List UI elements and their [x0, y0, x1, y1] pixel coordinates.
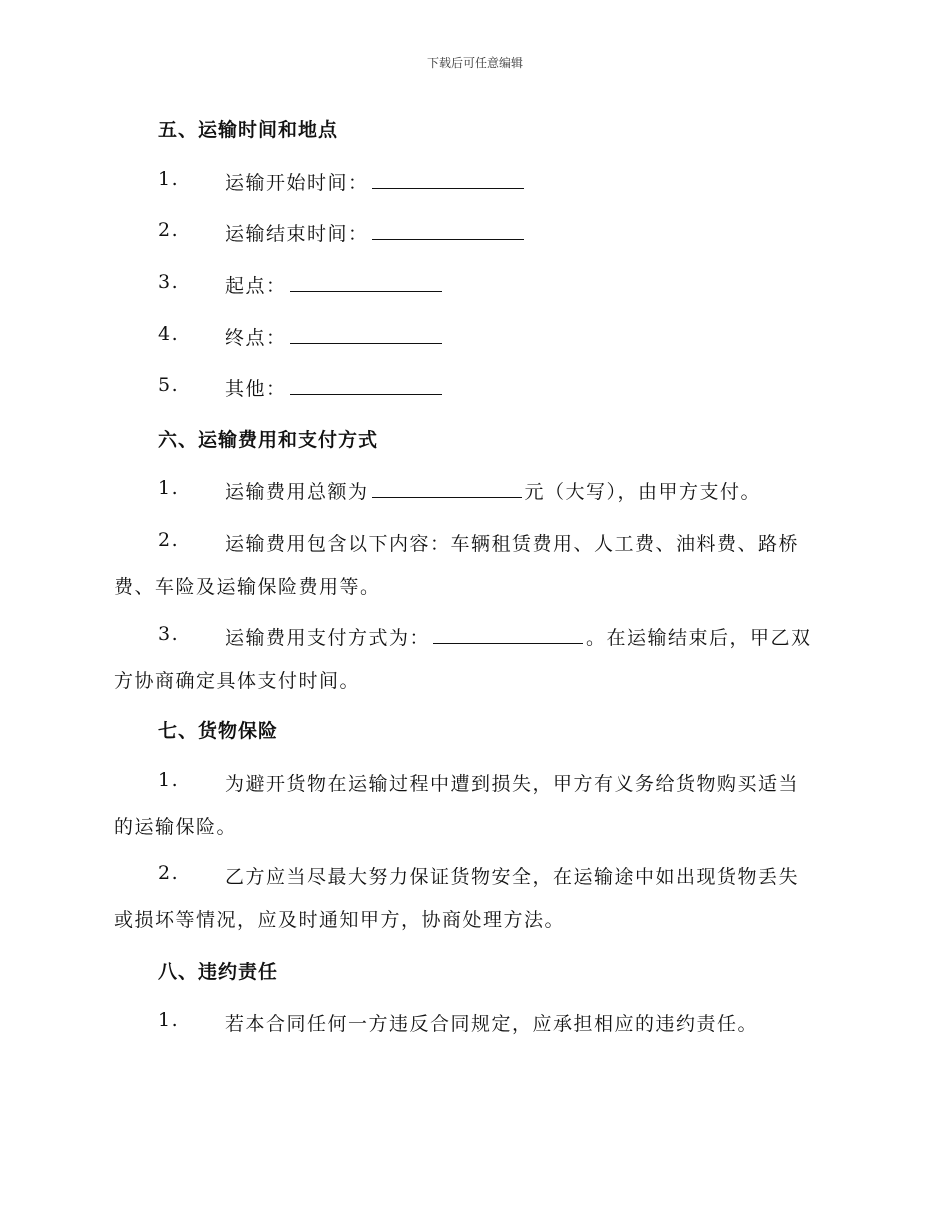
item-number: 4.	[158, 323, 180, 345]
item-text: 若本合同任何一方违反合同规定，应承担相应的违约责任。	[225, 1013, 759, 1035]
fill-in-blank	[372, 170, 524, 189]
item-text: 运输费用包含以下内容：车辆租赁费用、人工费、油料费、路桥	[225, 533, 800, 555]
item-text: 元（大写），由甲方支付。	[524, 481, 762, 503]
item-number: 1.	[158, 168, 180, 190]
item-number: 5.	[158, 374, 180, 396]
item-text: 运输费用支付方式为：	[225, 627, 431, 649]
section-heading-5: 五、运输时间和地点	[158, 119, 339, 141]
fill-in-blank	[433, 625, 583, 644]
item-number: 3.	[158, 623, 180, 645]
item-label: 运输结束时间：	[225, 223, 369, 245]
item-text: 运输费用总额为	[225, 481, 369, 503]
item-number: 3.	[158, 271, 180, 293]
item-text: 为避开货物在运输过程中遭到损失，甲方有义务给货物购买适当	[225, 773, 800, 795]
fill-in-blank	[290, 325, 442, 344]
fill-in-blank	[372, 479, 522, 498]
fill-in-blank	[290, 376, 442, 395]
item-number: 2.	[158, 219, 180, 241]
item-label: 运输开始时间：	[225, 172, 369, 194]
item-text: 。在运输结束后，甲乙双	[586, 627, 812, 649]
fill-in-blank	[372, 221, 524, 240]
item-text: 乙方应当尽最大努力保证货物安全，在运输途中如出现货物丢失	[225, 866, 800, 888]
section-heading-7: 七、货物保险	[158, 720, 279, 742]
item-text-continued: 方协商确定具体支付时间。	[114, 670, 361, 692]
item-number: 1.	[158, 1009, 180, 1031]
item-text-continued: 或损坏等情况，应及时通知甲方，协商处理方法。	[114, 909, 566, 931]
item-label: 其他：	[225, 378, 287, 400]
item-text-continued: 费、车险及运输保险费用等。	[114, 576, 381, 598]
item-number: 1.	[158, 477, 180, 499]
item-number: 2.	[158, 862, 180, 884]
item-label: 终点：	[225, 327, 287, 349]
item-number: 1.	[158, 769, 180, 791]
item-text-continued: 的运输保险。	[114, 816, 238, 838]
fill-in-blank	[290, 273, 442, 292]
section-heading-8: 八、违约责任	[158, 961, 279, 983]
item-label: 起点：	[225, 275, 287, 297]
section-heading-6: 六、运输费用和支付方式	[158, 429, 379, 451]
page-header: 下载后可任意编辑	[426, 56, 523, 70]
item-number: 2.	[158, 529, 180, 551]
